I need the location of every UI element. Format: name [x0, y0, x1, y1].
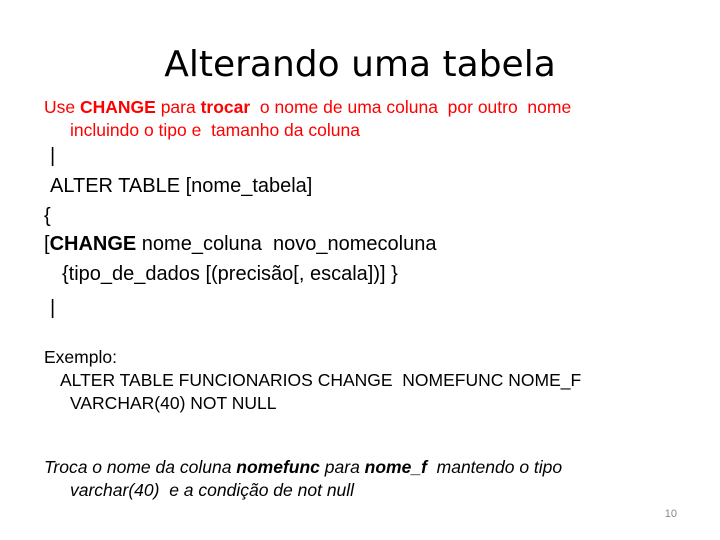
syntax-open-brace: {: [44, 205, 51, 227]
intro-line-2: incluindo o tipo e tamanho da coluna: [70, 120, 360, 140]
note-text-2: para: [319, 457, 365, 477]
example-block: [44, 346, 581, 415]
example-line-2: VARCHAR(40) NOT NULL: [70, 393, 277, 413]
intro-text-2: para: [155, 97, 201, 117]
note-line-2: varchar(40) e a condição de not null: [70, 480, 355, 500]
change-keyword: CHANGE: [79, 97, 156, 117]
syntax-bar-bottom: |: [50, 297, 56, 319]
note-line-1: [44, 456, 562, 479]
slide-title: Alterando uma tabela: [164, 44, 556, 85]
trocar-keyword: trocar: [200, 97, 251, 117]
syntax-statement: ALTER TABLE [nome_tabela]: [50, 175, 313, 197]
note-text-3: mantendo o tipo: [426, 457, 563, 477]
example-line-1: ALTER TABLE FUNCIONARIOS CHANGE NOMEFUNC NOME_F: [60, 370, 582, 390]
syntax-change-line: [44, 233, 436, 256]
syntax-bar-top: |: [50, 145, 56, 167]
page-number: 10: [664, 508, 677, 520]
intro-line-1: [44, 96, 704, 119]
intro-text-3: o nome de uma coluna por outro nome: [250, 97, 572, 117]
syntax-type-line: {tipo_de_dados [(precisão[, escala])] }: [62, 263, 398, 285]
note-block: [44, 456, 562, 502]
syntax-change-rest: nome_coluna novo_nomecoluna: [136, 233, 437, 255]
example-label: Exemplo:: [44, 347, 117, 367]
intro-text-1: Use: [44, 97, 80, 117]
syntax-change-keyword: CHANGE: [49, 233, 137, 255]
note-keyword-1: nomefunc: [236, 457, 320, 477]
note-keyword-2: nome_f: [364, 457, 427, 477]
note-text-1: Troca o nome da coluna: [44, 457, 237, 477]
syntax-change-prefix: [: [44, 233, 50, 255]
intro-text: [44, 96, 704, 142]
